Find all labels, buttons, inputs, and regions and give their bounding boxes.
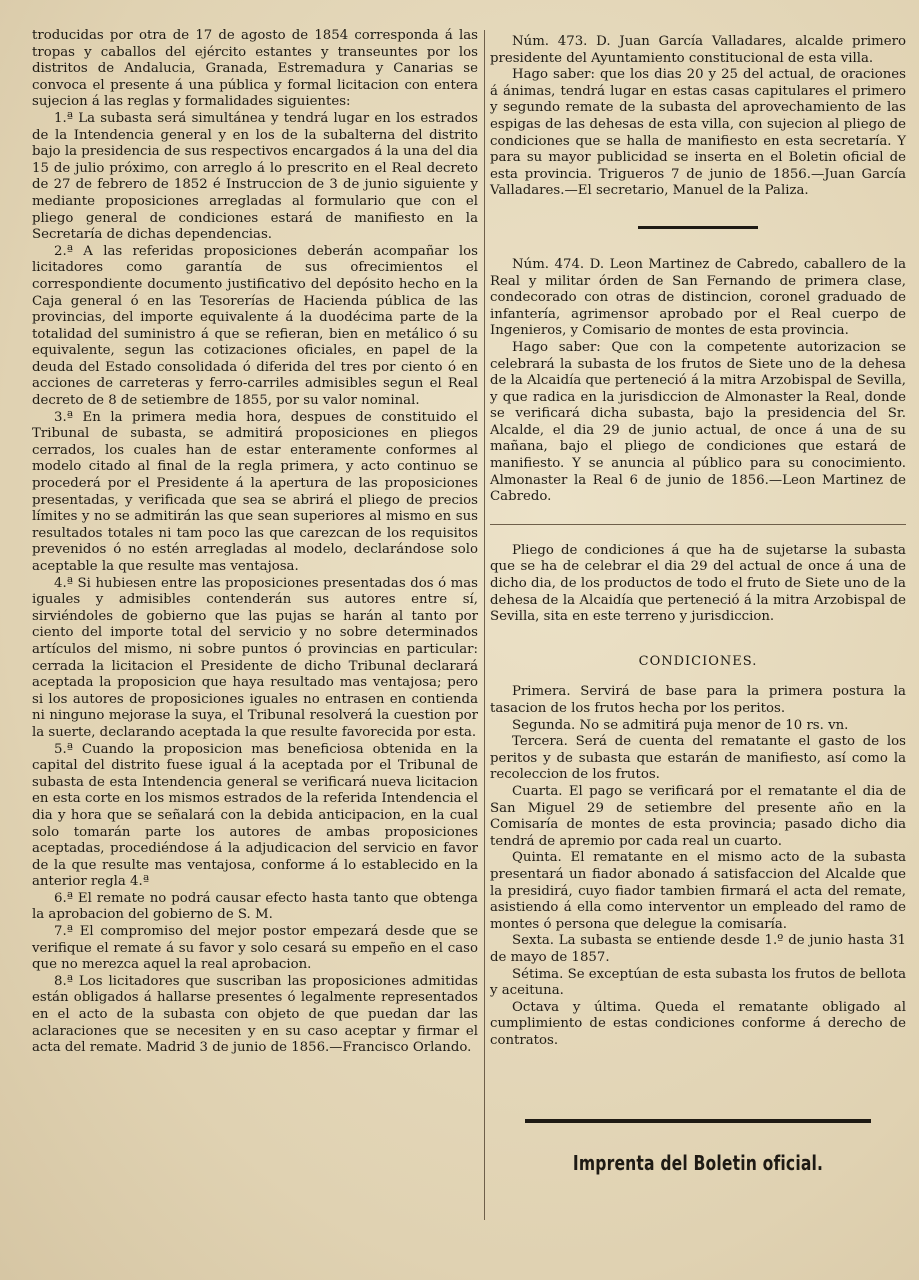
condicion-item: Primera. Servirá de base para la primera postura la tasacion de los frutos hecha por los peritos.: [490, 684, 906, 716]
separator-long: [525, 1119, 871, 1123]
separator-thin: [490, 524, 906, 525]
condicion-item: Cuarta. El pago se verificará por el rematante el dia de San Miguel 29 de setiembre del presente año en la Comisaría de montes de esta provincia; pasado dicho dia tendrá de apremio por cada real un cuarto.: [490, 783, 906, 849]
paragraph-rule-6: 6.ª El remate no podrá causar efecto hasta tanto que obtenga la aprobacion del gobierno de S. M.: [32, 890, 478, 923]
condicion-item: Sétima. Se exceptúan de esta subasta los frutos de bellota y aceituna.: [490, 966, 906, 999]
paragraph-rule-5: 5.ª Cuando la proposicion mas beneficiosa obtenida en la capital del distrito fuese igual á la aceptada por el Tribunal de subasta de esta Intendencia general se verificará nueva licitacion en esta corte en los mismos estrados de la referida Intendencia el dia y hora que se señalará con la debida anticipacion, en la cual solo tomarán parte los autores de ambas proposiciones aceptadas, procediéndose á la adjudicacion del servicio en favor de la que resulte mas ventajosa, conforme á lo establecido en la anterior regla 4.ª: [32, 741, 478, 890]
imprenta-footer: Imprenta del Boletin oficial.: [572, 1151, 824, 1176]
notice-473-heading: Núm. 473. D. Juan García Valladares, alcalde primero presidente del Ayuntamiento constitucional de esta villa.: [490, 34, 906, 66]
notice-474-heading: Núm. 474. D. Leon Martinez de Cabredo, caballero de la Real y militar órden de San Fernando de primera clase, condecorado con otras de distincion, coronel graduado de infantería, agrimensor aprobado por el Real cuerpo de Ingenieros, y Comisario de montes de esta provincia.: [490, 256, 906, 339]
paragraph-rule-2: 2.ª A las referidas proposiciones deberán acompañar los licitadores como garantía de sus ofrecimientos el correspondiente documento justificativo del depósito hecho en la Caja general ó en las Tesorerías de Hacienda pública de las provincias, del importe equivalente á la duodécima parte de la totalidad del suministro á que se refieran, bien en metálico ó su equivalente, segun las cotizaciones oficiales, en papel de la deuda del Estado consolidada ó diferida del tres por ciento ó en acciones de carreteras y ferro-carriles admisibles segun el Real decreto de 8 de setiembre de 1855, por su valor nominal.: [32, 243, 478, 409]
paragraph-intro: troducidas por otra de 17 de agosto de 1854 corresponda á las tropas y caballos del ejército estantes y transeuntes por los distritos de Andalucia, Granada, Estremadura y Canarias se convoca el presente á una pública y formal licitacion con entera sujecion á las reglas y formalidades siguientes:: [32, 28, 478, 110]
condicion-item: Sexta. La subasta se entiende desde 1.º de junio hasta 31 de mayo de 1857.: [490, 933, 906, 965]
paragraph-rule-1: 1.ª La subasta será simultánea y tendrá lugar en los estrados de la Intendencia general y en los de la subalterna del distrito bajo la presidencia de sus respectivos encargados á la una del dia 15 de julio próximo, con arreglo á lo prescrito en el Real decreto de 27 de febrero de 1852 é Instruccion de 3 de junio siguiente y mediante proposiciones arregladas al formulario que con el pliego general de condiciones estará de manifiesto en la Secretaría de dichas dependencias.: [32, 110, 478, 243]
notice-473-body: Hago saber: que los dias 20 y 25 del actual, de oraciones á ánimas, tendrá lugar en estas casas capitulares el primero y segundo remate de la subasta del aprovechamiento de las espigas de las dehesas de esta villa, con sujecion al pliego de condiciones que se halla de manifiesto en esta secretaría. Y para su mayor publicidad se inserta en el Boletin oficial de esta provincia. Trigueros 7 de junio de 1856.—Juan García Valladares.—El secretario, Manuel de la Paliza.: [490, 67, 906, 199]
paragraph-rule-7: 7.ª El compromiso del mejor postor empezará desde que se verifique el remate á su favor y solo cesará su empeño en el caso que no merezca aquel la real aprobacion.: [32, 924, 478, 973]
condiciones-title: CONDICIONES.: [638, 653, 758, 669]
pliego-paragraph: Pliego de condiciones á que ha de sujetarse la subasta que se ha de celebrar el dia 29 del actual de once á una de dicho dia, de los productos de todo el fruto de Siete uno de la dehesa de la Alcaidía que perteneció á la mitra Arzobispal de Sevilla, sita en este terreno y jurisdiccion.: [490, 542, 906, 625]
notice-474-body: Hago saber: Que con la competente autorizacion se celebrará la subasta de los frutos de Siete uno de la dehesa de la Alcaidía que perteneció á la mitra Arzobispal de Sevilla, y que radica en la jurisdiccion de Almonaster la Real, donde se verificará dicha subasta, bajo la presidencia del Sr. Alcalde, el dia 29 de junio actual, de once á una de su mañana, bajo el pliego de condiciones que estará de manifiesto. Y se anuncia al público para su conocimiento. Almonaster la Real 6 de junio de 1856.—Leon Martinez de Cabredo.: [490, 339, 906, 505]
condicion-item: Quinta. El rematante en el mismo acto de la subasta presentará un fiador abonado á satisfaccion del Alcalde que la presidirá, cuyo fiador tambien firmará el acta del remate, asistiendo á ella como interventor un empleado del ramo de montes ó persona que delegue la comisaría.: [490, 850, 906, 932]
paragraph-rule-4: 4.ª Si hubiesen entre las proposiciones presentadas dos ó mas iguales y admisibles contenderán sus autores entre sí, sirviéndoles de gobierno que las pujas se harán al tanto por ciento del importe total del servicio y no sobre determinados artículos del mismo, ni sobre puntos ó provincias en particular: cerrada la licitacion el Presidente de dicho Tribunal declarará aceptada la proposicion que haya resultado mas ventajosa; pero si los autores de proposiciones iguales no entrasen en contienda ni ninguno mejorase la suya, el Tribunal resolverá la cuestion por la suerte, declarando aceptada la que resulte favorecida por esta.: [32, 575, 478, 740]
paragraph-rule-8: 8.ª Los licitadores que suscriban las proposiciones admitidas están obligados á hallarse presentes ó legalmente representados en el acto de la subasta con objeto de que puedan dar las aclaraciones que se necesiten y en su caso aceptar y firmar el acta del remate. Madrid 3 de junio de 1856.—Francisco Orlando.: [32, 973, 478, 1056]
condicion-item: Segunda. No se admitirá puja menor de 10 rs. vn.: [512, 717, 849, 733]
condicion-item: Tercera. Será de cuenta del rematante el gasto de los peritos y de subasta que estarán de manifiesto, así como la recoleccion de los frutos.: [490, 734, 906, 783]
paragraph-rule-3: 3.ª En la primera media hora, despues de constituido el Tribunal de subasta, se admitirá proposiciones en pliegos cerrados, los cuales han de estar enteramente conformes al modelo citado al final de la regla primera, y acto continuo se procederá por el Presidente á la apertura de las proposiciones presentadas, y verificada que sea se abrirá el pliego de precios límites y no se admitirán las que sean superiores al mismo en sus resultados totales ni tam poco las que carezcan de los requisitos prevenidos ó no estén arregladas al modelo, declarándose solo aceptable la que resulte mas ventajosa.: [32, 409, 478, 574]
right-column: [490, 34, 906, 1176]
condicion-item: Octava y última. Queda el rematante obligado al cumplimiento de estas condiciones conforme á derecho de contratos.: [490, 999, 906, 1048]
condiciones-list: [490, 684, 906, 1049]
separator-short: [638, 226, 758, 229]
left-column: [32, 28, 478, 1057]
column-divider: [484, 30, 485, 1220]
